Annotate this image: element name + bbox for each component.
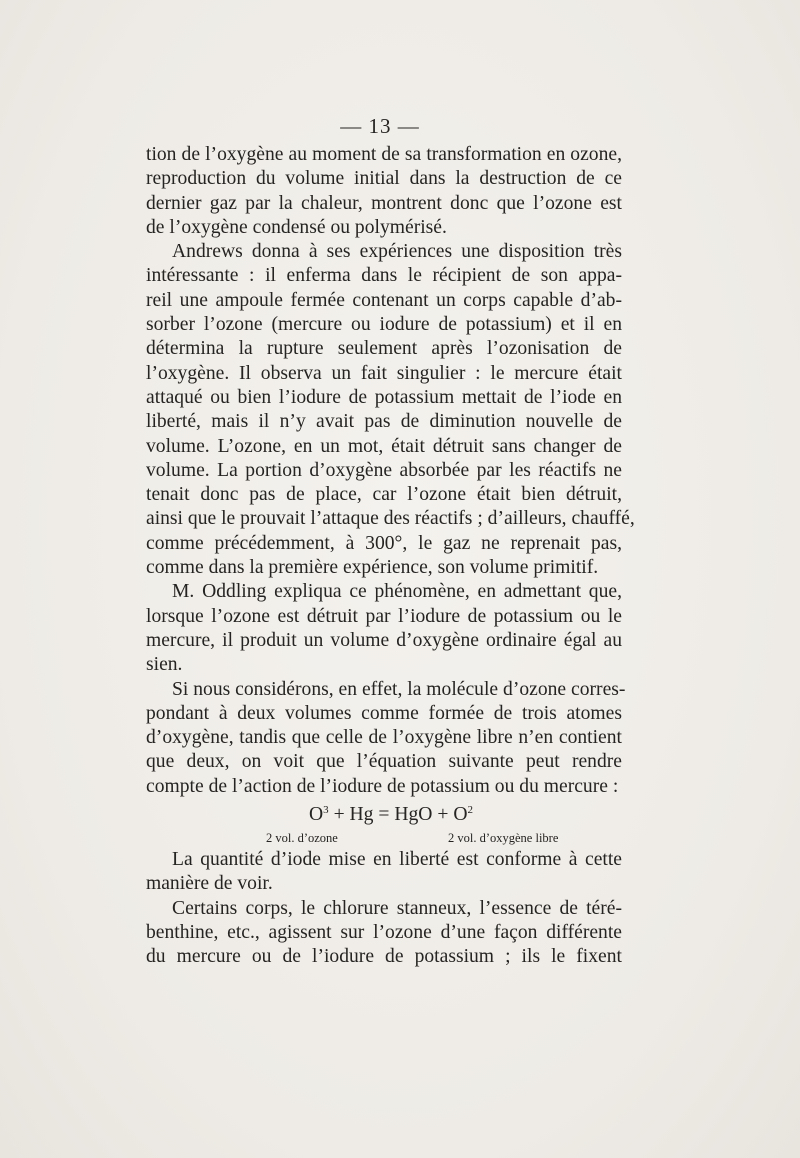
text-line: intéressante : il enferma dans le récipient de son appa- [146,265,622,287]
text-line: tenait donc pas de place, car l’ozone était bien détruit, [146,484,622,506]
text-line: lorsque l’ozone est détruit par l’iodure de potassium ou le [146,605,622,627]
oxygen-exponent: 2 [467,804,473,817]
text-line: Andrews donna à ses expériences une disposition très [172,241,622,263]
text-line: mercure, il produit un volume d’oxygène ordinaire égal au [146,629,622,651]
text-line: pondant à deux volumes comme formée de trois atomes [146,702,622,724]
text-line: reil une ampoule fermée contenant un corps capable d’ab- [146,289,622,311]
ozone-exponent: 3 [323,804,329,817]
mercury-oxide-symbol: HgO [394,804,433,826]
text-line: sien. [146,654,183,676]
text-line: comme dans la première expérience, son volume primitif. [146,557,599,579]
oxygen-symbol: O [453,804,468,826]
text-line: compte de l’action de l’iodure de potassium ou du mercure : [146,775,619,797]
text-line: reproduction du volume initial dans la destruction de ce [146,168,622,190]
text-line: volume. L’ozone, en un mot, était détruit sans changer de [146,435,622,457]
text-line: Si nous considérons, en effet, la molécule d’ozone corres- [172,678,626,700]
text-line: liberté, mais il n’y avait pas de diminution nouvelle de [146,411,622,433]
text-line: détermina la rupture seulement après l’ozonisation de [146,338,622,360]
ozone-symbol: O [309,804,324,826]
text-line: sorber l’ozone (mercure ou iodure de potassium) et il en [146,314,622,336]
text-line: manière de voir. [146,873,273,895]
text-line: l’oxygène. Il observa un fait singulier : le mercure était [146,362,622,384]
text-line: ainsi que le prouvait l’attaque des réactifs ; d’ailleurs, chauffé, [146,508,635,530]
text-line: de l’oxygène condensé ou polymérisé. [146,216,447,238]
text-line: Certains corps, le chlorure stanneux, l’essence de téré- [172,897,622,919]
text-line: M. Oddling expliqua ce phénomène, en admettant que, [172,581,622,603]
plus-sign: + [333,804,345,826]
text-line: La quantité d’iode mise en liberté est conforme à cette [172,849,622,871]
text-line: que deux, on voit que l’équation suivante peut rendre [146,751,622,773]
text-line: benthine, etc., agissent sur l’ozone d’une façon différente [146,921,622,943]
text-line: dernier gaz par la chaleur, montrent donc que l’ozone est [146,192,622,214]
chemical-equation [146,802,622,828]
text-line: attaqué ou bien l’iodure de potassium mettait de l’iode en [146,386,622,408]
text-line: comme précédemment, à 300°, le gaz ne reprenait pas, [146,532,622,554]
text-line: du mercure ou de l’iodure de potassium ; ils le fixent [146,946,622,968]
ozone-volume-label: 2 vol. d’ozone [266,831,338,846]
page-number: — 13 — [340,114,420,138]
text-line: volume. La portion d’oxygène absorbée par les réactifs ne [146,459,622,481]
mercury-symbol: Hg [349,804,374,826]
text-line: tion de l’oxygène au moment de sa transformation en ozone, [146,144,622,165]
oxygen-volume-label: 2 vol. d’oxygène libre [448,831,559,846]
plus-sign: + [437,804,449,826]
text-line: d’oxygène, tandis que celle de l’oxygène libre n’en contient [146,727,622,749]
body-text [146,143,635,970]
equation-labels [146,828,622,848]
equals-sign: = [378,804,390,826]
